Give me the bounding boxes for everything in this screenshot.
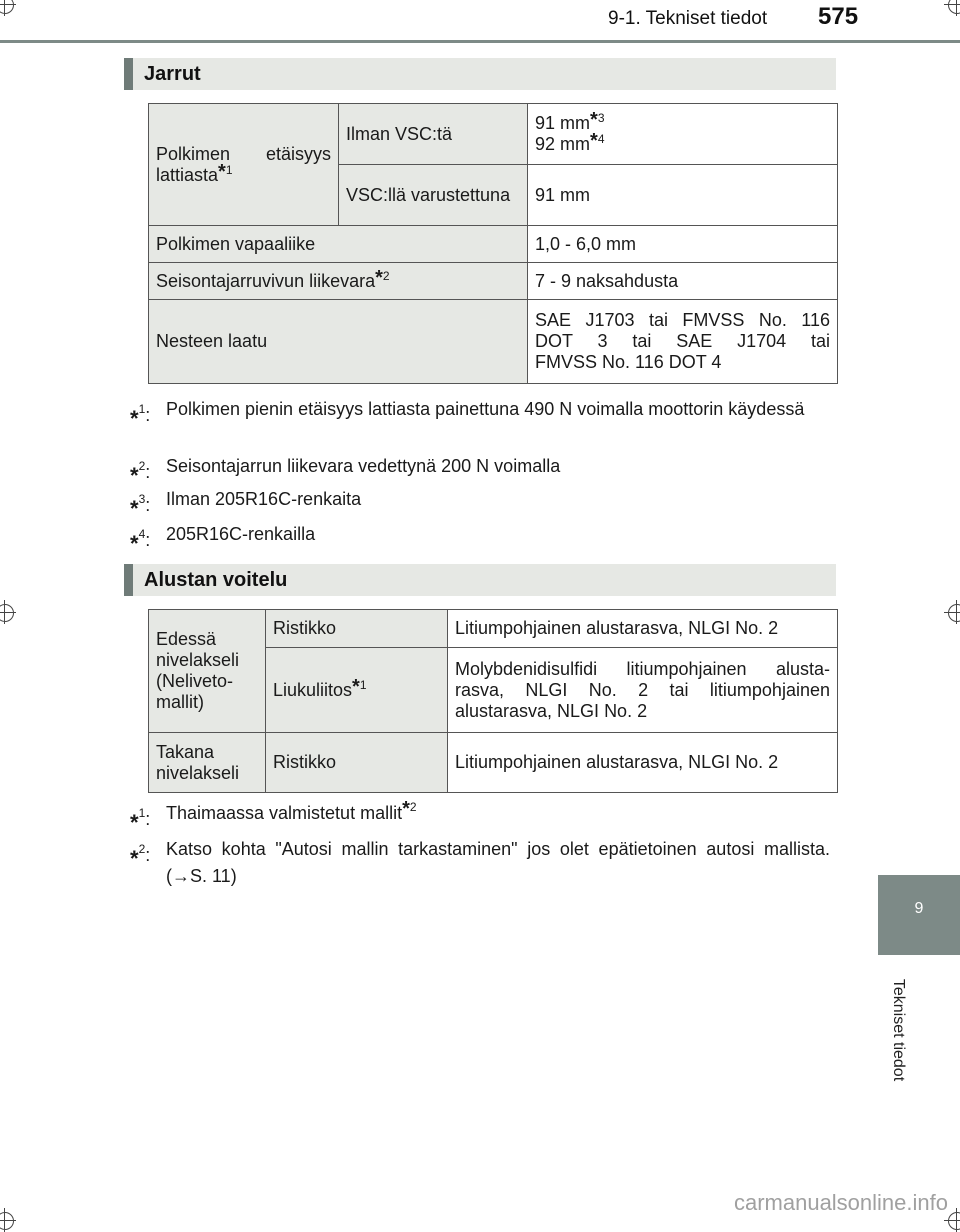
front-driveshaft-label: Edessä nivelakseli (Neliveto-mallit): [149, 610, 266, 733]
section-heading-brakes: Jarrut: [124, 58, 836, 90]
crop-mark-top-left: [0, 0, 16, 16]
parking-brake-label: Seisontajarruvivun liikevara$^{*2}$: [149, 263, 528, 300]
parking-brake-value: 7 - 9 naksahdusta: [528, 263, 838, 300]
cross-joint-label: Ristikko: [266, 610, 448, 648]
header-section-title: 9-1. Tekniset tiedot: [608, 8, 768, 29]
crop-mark-middle-right: [944, 600, 960, 624]
chapter-number: 9: [914, 900, 924, 917]
chassis-footnote-2: *$^2$: Katso kohta "Autosi mallin tarkastaminen" jos olet epätietoinen autosi mallista. (→S. 11): [130, 839, 830, 886]
section-heading-chassis-lubrication: Alustan voitelu: [124, 564, 836, 596]
with-vsc-label: VSC:llä varustettuna: [339, 165, 528, 226]
slip-joint-value: Molybdenidisulfidi litiumpohjainen alusta-rasva, NLGI No. 2 tai litiumpohjainen alustarasva, NLGI No. 2: [448, 648, 838, 733]
chapter-tab[interactable]: [878, 875, 960, 955]
with-vsc-value: 91 mm: [528, 165, 838, 226]
cross-joint-value: Litiumpohjainen alustarasva, NLGI No. 2: [448, 610, 838, 648]
crop-mark-bottom-left: [0, 1208, 16, 1232]
crop-mark-middle-left: [0, 600, 16, 624]
rear-cross-joint-value: Litiumpohjainen alustarasva, NLGI No. 2: [448, 733, 838, 793]
brakes-footnote-3: *$^3$: Ilman 205R16C-renkaita: [130, 489, 362, 521]
without-vsc-value: 91 $mm^{*3}$ 92 $mm^{*4}$: [528, 104, 838, 165]
slip-joint-label: Liukuliitos$^{*1}$: [266, 648, 448, 733]
free-play-value: 1,0 - 6,0 mm: [528, 226, 838, 263]
pedal-height-label: Polkimen etäisyys lattiasta$^{*1}$: [149, 104, 339, 226]
page-number: 575: [818, 3, 859, 30]
brakes-table: [148, 103, 838, 384]
chapter-label: Tekniset tiedot: [890, 978, 907, 1082]
crop-mark-top-right: [944, 0, 960, 16]
fluid-label: Nesteen laatu: [149, 300, 528, 384]
without-vsc-label: Ilman VSC:tä: [339, 104, 528, 165]
rear-driveshaft-label: Takana nivelakseli: [149, 733, 266, 793]
fluid-value: SAE J1703 tai FMVSS No. 116 DOT 3 tai SAE J1704 tai FMVSS No. 116 DOT 4: [528, 300, 838, 384]
chassis-table: [148, 609, 838, 793]
rear-cross-joint-label: Ristikko: [266, 733, 448, 793]
free-play-label: Polkimen vapaaliike: [149, 226, 528, 263]
chassis-footnote-1: *$^1$: Thaimaassa valmistetut mallit$^{*2}$: [130, 798, 417, 835]
brakes-footnote-2: *$^2$: Seisontajarrun liikevara vedettynä 200 N voimalla: [130, 456, 561, 488]
brakes-footnote-1: *$^1$: Polkimen pienin etäisyys lattiasta painettuna 490 N voimalla moottorin käydessä: [130, 399, 805, 431]
brakes-footnote-4: *$^4$: 205R16C-renkailla: [130, 524, 316, 556]
header-divider: [0, 40, 960, 43]
watermark: carmanualsonline.info: [733, 1190, 948, 1215]
